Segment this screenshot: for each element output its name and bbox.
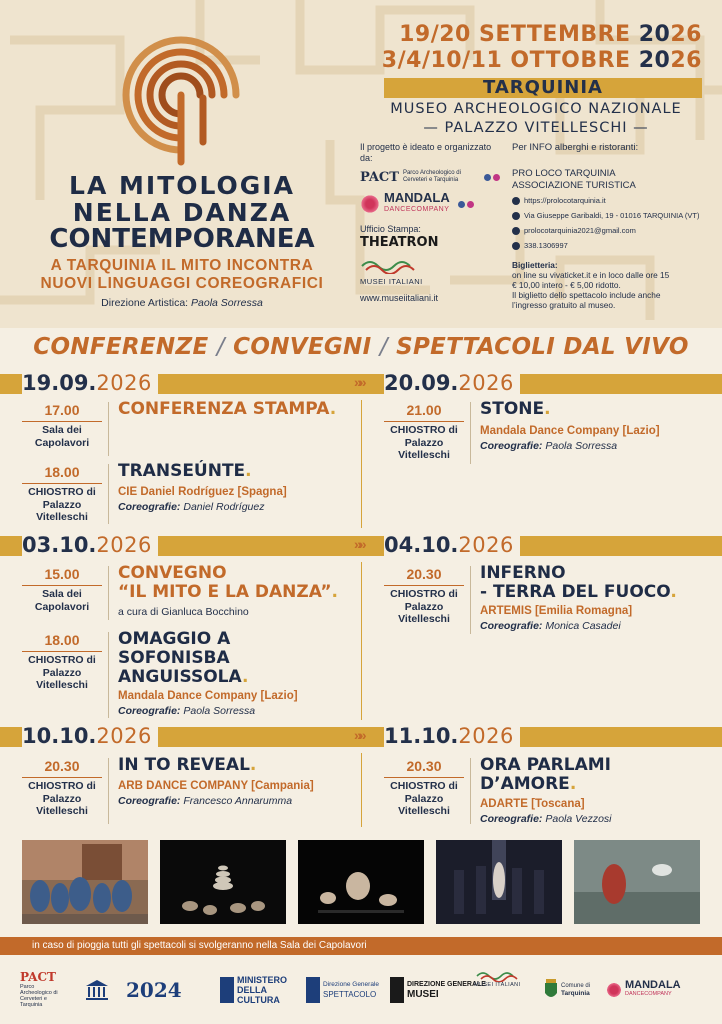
event-time: 21.00 (384, 402, 464, 422)
direzione-name: Paola Sorressa (191, 297, 263, 309)
event-time: 15.00 (22, 566, 102, 586)
event-title-text: STONE (480, 399, 545, 419)
event-title (480, 564, 677, 602)
photo-stone (160, 840, 286, 924)
year-a: 20 (638, 22, 671, 47)
day-date: 11.10. (384, 724, 459, 748)
title-line-3: CONTEMPORANEA (49, 224, 315, 254)
photo-ora-parlami (574, 840, 700, 924)
event-company: Mandala Dance Company [Lazio] (480, 425, 660, 437)
spettacolo-top: Direzione Generale (323, 981, 380, 988)
photo-strip (22, 840, 700, 924)
ministero-icon (220, 977, 234, 1003)
spettacolo-text: SPETTACOLO (323, 990, 377, 999)
mandala-flower-icon (360, 194, 380, 214)
event-title-text: TRANSEÚNTE (118, 461, 246, 481)
coreo-name: Monica Casadei (545, 620, 621, 632)
coreo-name: Francesco Annarumma (183, 795, 293, 807)
event-title-dot: . (331, 582, 338, 602)
event-place: CHIOSTRO di Palazzo Vitelleschi (28, 486, 96, 523)
event-title-line-2-text: “IL MITO E LA DANZA” (118, 582, 332, 602)
event-rule (470, 566, 471, 634)
event-title (118, 630, 248, 687)
facebook-icon[interactable] (484, 174, 491, 181)
event-coreografie (118, 501, 265, 513)
day-year (458, 724, 513, 748)
event-rule (470, 758, 471, 824)
day-year (96, 371, 151, 395)
day-year-a: 20 (96, 371, 125, 395)
event-title-line-1: CONVEGNO (118, 563, 227, 583)
day-year-b: 26 (124, 533, 152, 557)
event-title (480, 400, 551, 419)
event-place: CHIOSTRO di Palazzo Vitelleschi (390, 588, 458, 625)
photo-in-to-reveal (298, 840, 424, 924)
date-line-october (362, 48, 702, 74)
event-title (118, 564, 338, 602)
event-title-line-2-text: - TERRA DEL FUOCO (480, 582, 671, 602)
event-in-to-reveal (22, 755, 352, 828)
footer-logos (0, 960, 722, 1024)
mandala-sub: DANCECOMPANY (384, 206, 450, 213)
mandala-footer-texts (625, 981, 681, 999)
day-year-a: 20 (96, 533, 125, 557)
event-place: Sala dei Capolavori (34, 424, 90, 449)
contact-email-text: prolocotarquinia2021@gmail.com (524, 226, 636, 235)
biglietteria-line-3: Il biglietto dello spettacolo include anche (512, 290, 661, 300)
event-coreografie (480, 620, 621, 632)
day-date: 10.10. (22, 724, 97, 748)
event-time: 20.30 (384, 566, 464, 586)
day-year-b: 26 (124, 724, 152, 748)
anniversary-logo: 2024 (126, 978, 182, 1002)
event-title-dot: . (241, 667, 249, 687)
museum-line-2: — PALAZZO VITELLESCHI — (423, 120, 649, 136)
biglietteria-label: Biglietteria: (512, 260, 558, 270)
instagram-icon[interactable] (493, 174, 500, 181)
photo-transeunte (22, 840, 148, 924)
day-date: 04.10. (384, 533, 459, 557)
mail-icon (512, 227, 520, 235)
event-company: Mandala Dance Company [Lazio] (118, 690, 298, 702)
coreo-label: Coreografie: (480, 620, 543, 632)
musei-generale-text: MUSEI (407, 989, 439, 1000)
day-year-a: 20 (458, 533, 487, 557)
mandala-logo (360, 192, 500, 216)
event-convegno (22, 563, 352, 622)
day-date: 20.09. (384, 371, 459, 395)
day-year-b: 26 (124, 371, 152, 395)
biglietteria-line-4: l’ingresso gratuito al museo. (512, 300, 616, 310)
subtitle-line-2: NUOVI LINGUAGGI COREOGRAFICI (40, 275, 324, 292)
event-place: CHIOSTRO di Palazzo Vitelleschi (390, 780, 458, 817)
day-year (96, 533, 151, 557)
event-title-line-2 (480, 775, 611, 794)
pact-text: Parco Archeologico di Cerveteri e Tarquinia (402, 170, 461, 183)
comune-top: Comune di (561, 983, 591, 989)
musei-italiani-wave-icon (360, 258, 420, 274)
musei-generale-icon (390, 977, 404, 1003)
day-date: 19.09. (22, 371, 97, 395)
event-title-text: CONFERENZA STAMPA (118, 399, 330, 419)
event-time: 20.30 (384, 758, 464, 778)
mandala-name: MANDALA (384, 190, 450, 205)
mandala-footer-logo (606, 970, 681, 1010)
title-block (22, 172, 342, 309)
biglietteria (512, 260, 712, 310)
day-year-b: 26 (486, 533, 514, 557)
facebook-icon[interactable] (458, 201, 465, 208)
organizers (360, 142, 500, 304)
event-title-line-3 (118, 668, 248, 687)
instagram-icon[interactable] (467, 201, 474, 208)
pact-footer-text: PACT (20, 970, 56, 984)
musei-generale-logo (390, 970, 486, 1010)
title-line-2: NELLA DANZA (72, 198, 292, 227)
year-a-2: 20 (638, 48, 671, 73)
mandala-logo-text (384, 192, 450, 216)
musei-italiani-footer-logo (474, 970, 520, 1010)
theatron-logo: THEATRON (360, 235, 439, 250)
event-omaggio-sofonisba (22, 629, 352, 720)
city-name: TARQUINIA (483, 77, 603, 98)
section-title (0, 334, 722, 360)
biglietteria-line-1: on line su vivaticket.it e in loco dalle ore 15 (512, 270, 670, 280)
museum-line-1: MUSEO ARCHEOLOGICO NAZIONALE (390, 101, 682, 117)
contact-phone-text: 338.1306997 (524, 241, 568, 250)
contact-website[interactable] (512, 195, 712, 207)
day-year-a: 20 (96, 724, 125, 748)
ministero-text: MINISTERO DELLA CULTURA (237, 975, 288, 1005)
day-year (96, 724, 151, 748)
event-title-dot: . (249, 755, 257, 775)
day-year-b: 26 (486, 371, 514, 395)
event-title-line-1: INFERNO (480, 563, 566, 583)
labyrinth-logo-icon (108, 22, 254, 168)
year-b: 26 (670, 22, 702, 47)
event-time: 18.00 (22, 632, 102, 652)
event-rule (470, 402, 471, 464)
column-divider (361, 562, 362, 720)
event-time: 20.30 (22, 758, 102, 778)
subtitle-line-1: A TARQUINIA IL MITO INCONTRA (50, 257, 314, 274)
direzione-artistica (22, 297, 342, 309)
pact-footer-sub: Parco Archeologico di Cerveteri e Tarquinia (20, 984, 58, 1008)
coreo-name: Paola Sorressa (183, 705, 256, 717)
event-coreografie (118, 705, 255, 717)
event-place: CHIOSTRO di Palazzo Vitelleschi (28, 654, 96, 691)
proloco-line-1: PRO LOCO TARQUINIA (512, 168, 616, 179)
event-company: CIE Daniel Rodríguez [Spagna] (118, 486, 287, 498)
event-title-dot: . (569, 774, 577, 794)
section-title-part-3: SPETTACOLI DAL VIVO (396, 334, 689, 360)
spettacolo-texts (323, 980, 379, 1000)
section-sep-1: / (216, 334, 225, 360)
coreo-label: Coreografie: (118, 501, 181, 513)
pact-logo (360, 170, 500, 184)
event-cura: a cura di Gianluca Bocchino (118, 606, 249, 618)
event-transeunte (22, 461, 352, 528)
contact-address (512, 210, 712, 222)
spettacolo-logo (306, 970, 379, 1010)
day-year (458, 533, 513, 557)
event-company: ARTEMIS [Emilia Romagna] (480, 605, 633, 617)
arrow-icon: »» (354, 727, 364, 743)
comune-texts (561, 982, 590, 998)
event-title-text: IN TO REVEAL (118, 755, 250, 775)
event-time: 18.00 (22, 464, 102, 484)
ideato-label: Il progetto è ideato e organizzato da: (360, 142, 492, 163)
section-title-part-2: CONVEGNI (233, 334, 372, 360)
location-icon (512, 212, 520, 220)
event-title-dot: . (544, 399, 551, 419)
day-year (458, 371, 513, 395)
event-title (480, 756, 611, 794)
coreo-label: Coreografie: (480, 813, 543, 825)
event-rule (108, 758, 109, 824)
event-title-line-3-text: ANGUISSOLA (118, 667, 242, 687)
event-coreografie (480, 440, 617, 452)
info-label: Per INFO alberghi e ristoranti: (512, 142, 639, 153)
event-title-dot: . (245, 461, 252, 481)
musei-italiani-logo (360, 258, 500, 304)
coreo-name: Paola Sorressa (545, 440, 618, 452)
ufficio-stampa-label: Ufficio Stampa: (360, 224, 421, 234)
musei-italiani-label: MUSEI ITALIANI (360, 277, 423, 286)
event-title-dot: . (670, 582, 677, 602)
globe-icon (512, 197, 520, 205)
event-place: Sala dei Capolavori (34, 588, 90, 613)
coreo-label: Coreografie: (118, 795, 181, 807)
contact-address-text: Via Giuseppe Garibaldi, 19 - 01016 TARQUINIA (VT) (524, 211, 700, 220)
mandala-footer-text: MANDALA (625, 979, 681, 991)
event-title-line-2: SOFONISBA (118, 648, 230, 668)
event-coreografie (480, 813, 612, 825)
event-inferno (384, 563, 704, 636)
musei-italiani-footer-icon (475, 970, 519, 982)
contact-email[interactable] (512, 225, 712, 237)
event-company: ARB DANCE COMPANY [Campania] (118, 780, 314, 792)
ministero-logo (220, 970, 297, 1010)
day-label-04-10 (384, 534, 520, 556)
day-label-10-10 (22, 725, 158, 747)
museum-name (370, 100, 702, 138)
event-stone (384, 399, 704, 466)
contact-phone[interactable] (512, 240, 712, 252)
unesco-icon (84, 970, 110, 1010)
photo-inferno (436, 840, 562, 924)
social-icons (484, 174, 500, 181)
day-label-20-09 (384, 372, 520, 394)
event-time: 17.00 (22, 402, 102, 422)
event-title-dot: . (329, 399, 337, 419)
coreo-label: Coreografie: (118, 705, 181, 717)
day-year-a: 20 (458, 724, 487, 748)
musei-italiani-url[interactable]: www.museiitaliani.it (360, 293, 439, 303)
arrow-icon: »» (354, 536, 364, 552)
event-rule (108, 632, 109, 718)
event-company: ADARTE [Toscana] (480, 798, 585, 810)
spettacolo-icon (306, 977, 320, 1003)
day-year-b: 26 (486, 724, 514, 748)
event-title-line-2 (480, 583, 677, 602)
event-rule (108, 566, 109, 620)
date-line-2-text: 3/4/10/11 OTTOBRE (381, 48, 631, 73)
coreo-label: Coreografie: (480, 440, 543, 452)
event-title-line-1: ORA PARLAMI (480, 755, 611, 775)
proloco-line-2: ASSOCIAZIONE TURISTICA (512, 180, 636, 191)
event-place: CHIOSTRO di Palazzo Vitelleschi (390, 424, 458, 461)
date-line-1-text: 19/20 SETTEMBRE (399, 22, 631, 47)
event-rule (108, 402, 109, 456)
hero-header (0, 0, 722, 328)
coreo-name: Paola Vezzosi (545, 813, 612, 825)
coat-of-arms-icon (544, 979, 558, 1001)
event-place: CHIOSTRO di Palazzo Vitelleschi (28, 780, 96, 817)
proloco (512, 168, 712, 192)
event-title (118, 756, 256, 775)
direzione-label: Direzione Artistica: (101, 297, 189, 309)
event-ora-parlami-damore (384, 755, 704, 828)
musei-italiani-footer-text: MUSEI ITALIANI (474, 982, 521, 988)
event-dates (362, 22, 702, 74)
section-title-part-1: CONFERENZE (33, 334, 209, 360)
day-date: 03.10. (22, 533, 97, 557)
event-title (118, 400, 336, 419)
year-b-2: 26 (670, 48, 702, 73)
event-title-line-2-text: D’AMORE (480, 774, 570, 794)
info-contacts (512, 142, 712, 310)
section-sep-2: / (379, 334, 388, 360)
day-label-03-10 (22, 534, 158, 556)
comune-logo (544, 970, 590, 1010)
day-year-a: 20 (458, 371, 487, 395)
event-title-line-2 (118, 583, 338, 602)
mandala-footer-icon (606, 982, 622, 998)
event-title (118, 462, 252, 481)
pact-footer-logo (20, 970, 64, 1010)
day-label-19-09 (22, 372, 158, 394)
phone-icon (512, 242, 520, 250)
event-conferenza-stampa (22, 399, 352, 456)
arrow-icon: »» (354, 374, 364, 390)
event-title-line-1: OMAGGIO A (118, 629, 231, 649)
event-coreografie (118, 795, 292, 807)
column-divider (361, 753, 362, 827)
column-divider (361, 400, 362, 528)
biglietteria-line-2: € 10,00 intero - € 5,00 ridotto. (512, 280, 621, 290)
social-icons-mandala (458, 201, 474, 208)
title-line-1: LA MITOLOGIA (69, 171, 295, 200)
date-line-september (362, 22, 702, 48)
mandala-footer-sub: DANCECOMPANY (625, 991, 672, 997)
event-rule (108, 464, 109, 524)
rain-notice: in caso di pioggia tutti gli spettacoli si svolgeranno nella Sala dei Capolavori (0, 937, 722, 955)
coreo-name: Daniel Rodríguez (183, 501, 265, 513)
pact-logo-text: PACT (360, 169, 399, 185)
contact-website-text: https://prolocotarquinia.it (524, 196, 606, 205)
day-label-11-10 (384, 725, 520, 747)
musei-generale-top: DIREZIONE GENERALE (407, 981, 486, 988)
comune-text: Tarquinia (561, 990, 590, 997)
